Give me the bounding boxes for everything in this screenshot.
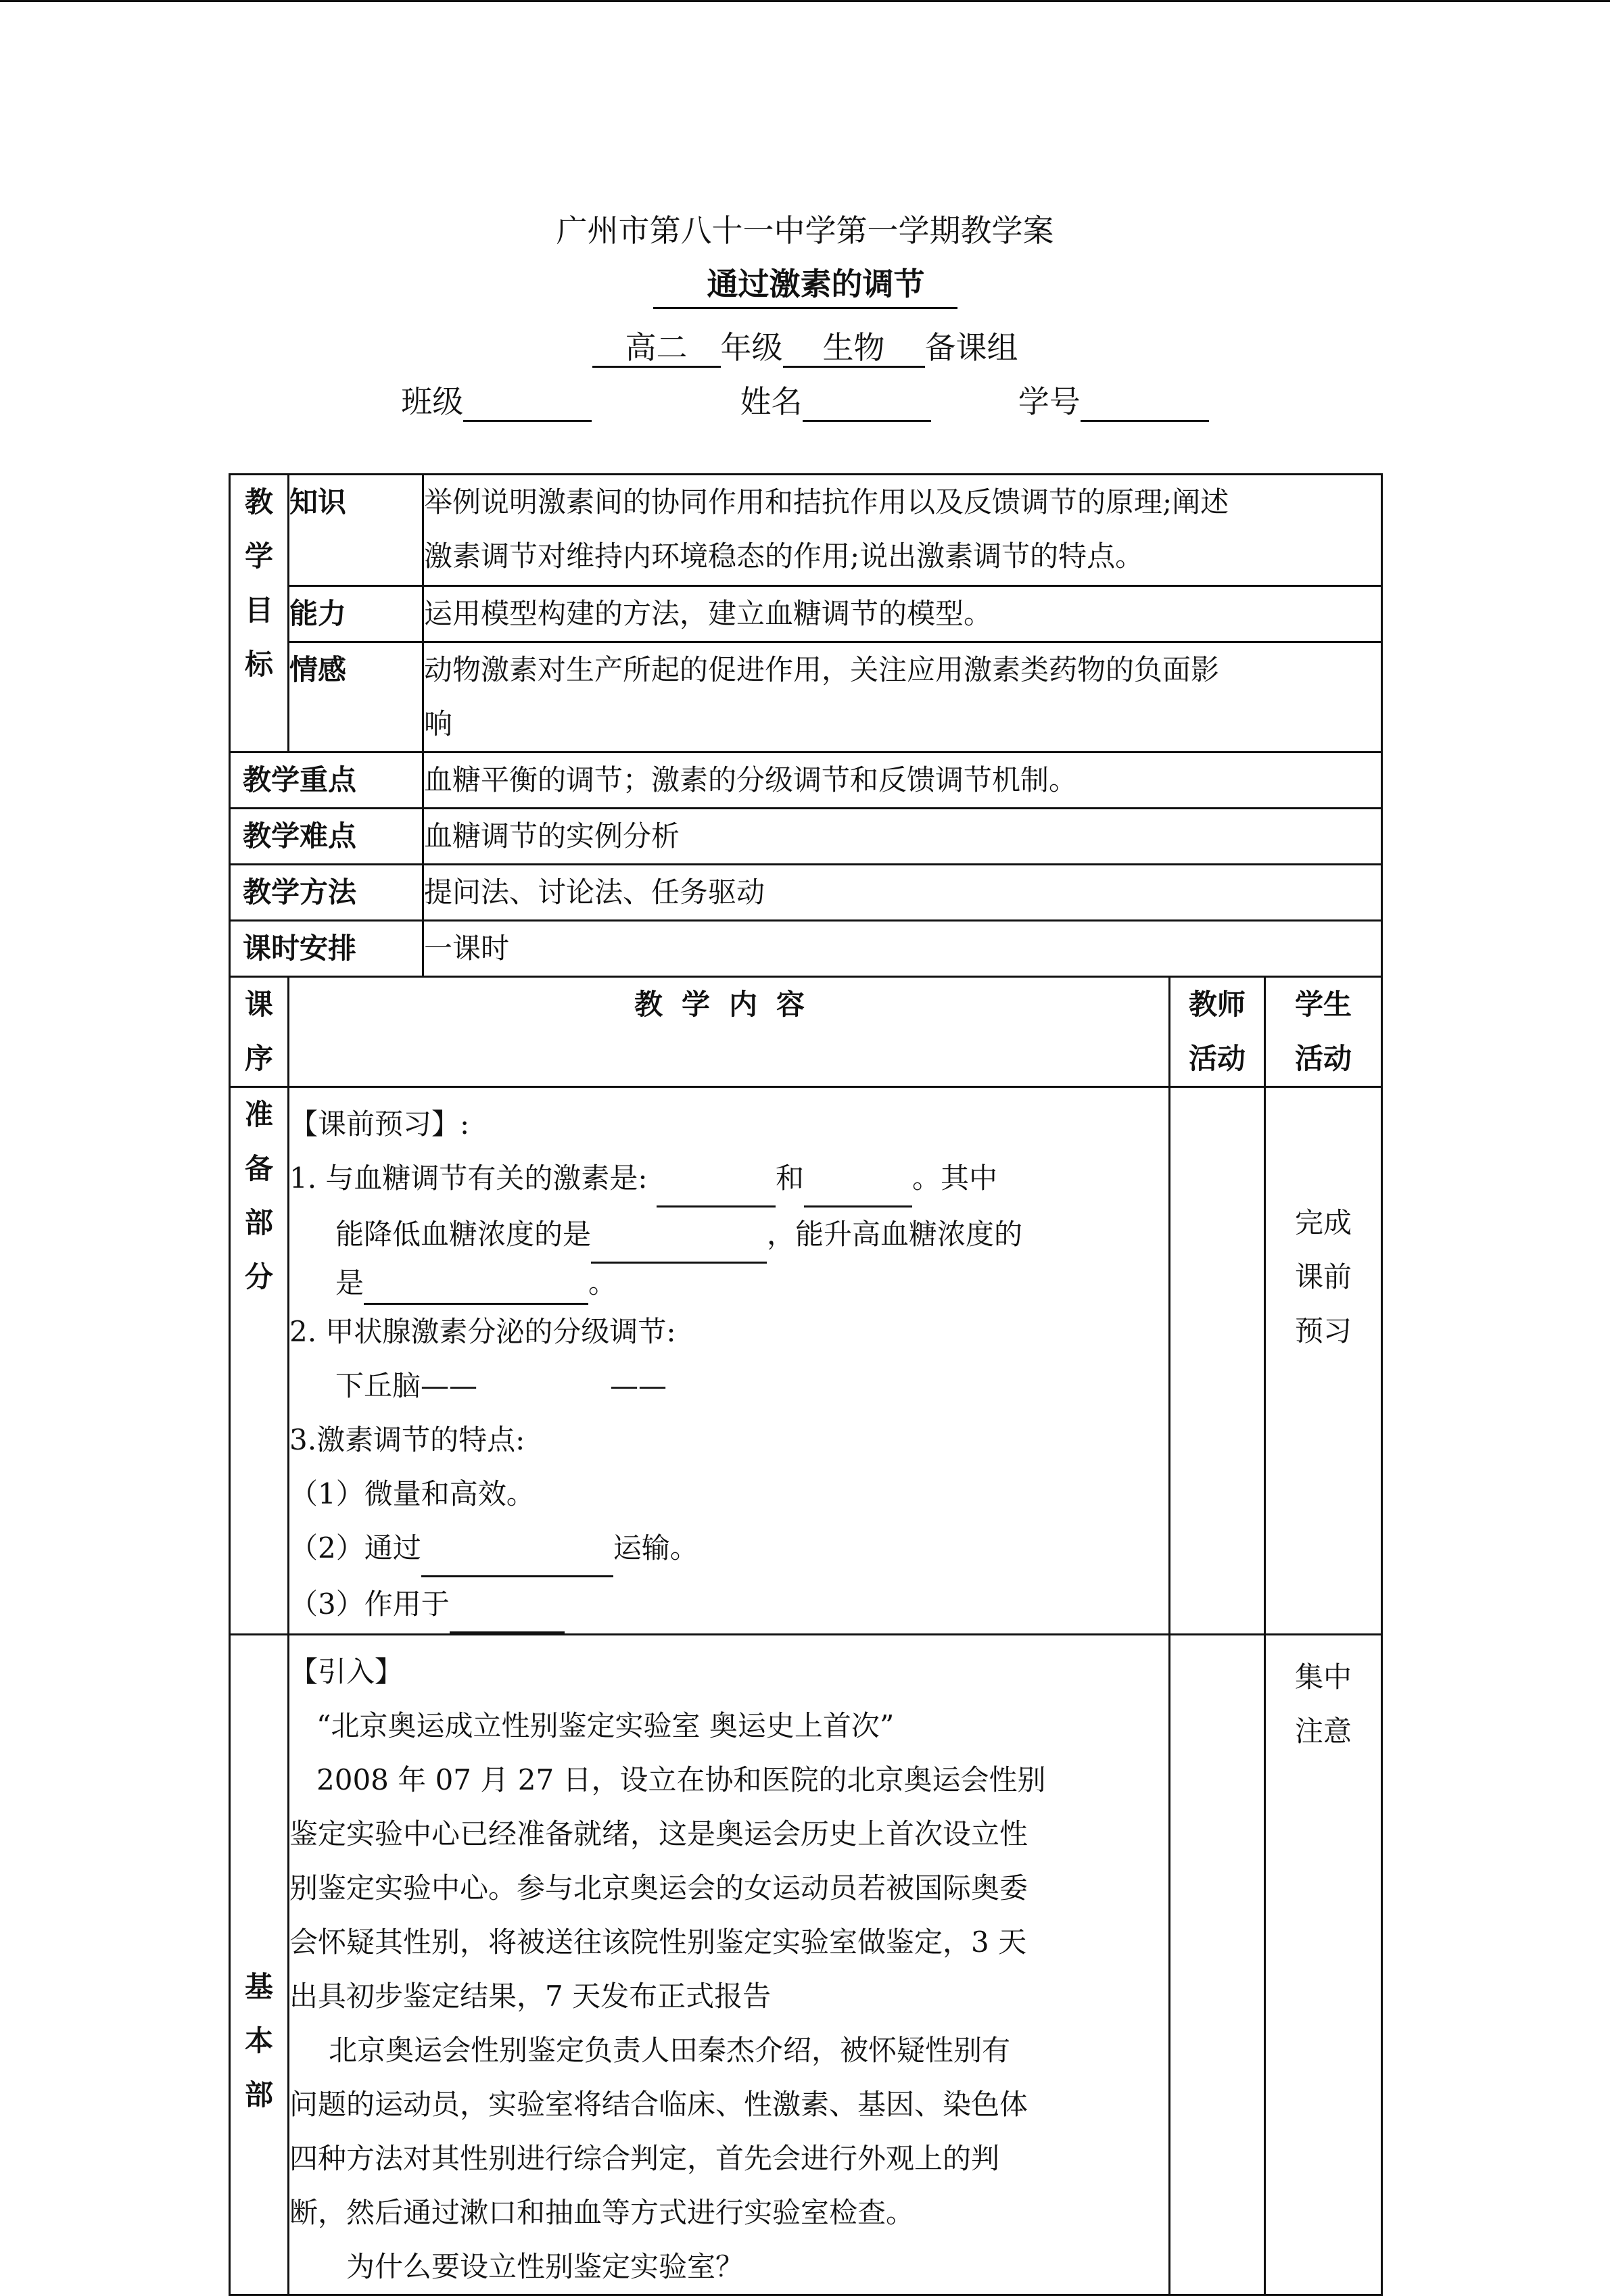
basic-section-char: 部 (244, 2078, 273, 2111)
answer-blank[interactable] (450, 1577, 565, 1633)
page-top-border (0, 0, 1610, 2)
teacher-header-line: 活动 (1188, 1042, 1246, 1075)
prep-q2-flow-text: —— (610, 1369, 667, 1402)
teacher-activity-header (1170, 977, 1265, 1087)
student-activity-header (1265, 977, 1382, 1087)
content-header: 教学内容 (289, 977, 1170, 1087)
student-header-line: 活动 (1294, 1042, 1352, 1075)
sequence-header-char: 序 (244, 1042, 273, 1075)
grade-label: 年级 (720, 329, 783, 366)
answer-blank[interactable] (421, 1521, 613, 1577)
name-blank[interactable] (803, 383, 931, 422)
id-blank[interactable] (1081, 383, 1209, 422)
knowledge-line: 激素调节对维持内环境稳态的作用;说出激素调节的特点。 (424, 540, 1144, 573)
difficulties-label: 教学难点 (230, 809, 423, 865)
prep-q3-3 (289, 1577, 1168, 1633)
basic-question: 为什么要设立性别鉴定实验室？ (346, 2250, 744, 2283)
knowledge-line: 举例说明激素间的协同作用和拮抗作用以及反馈调节的原理;阐述 (424, 485, 1229, 519)
class-label: 班级 (401, 383, 464, 420)
basic-quote: “北京奥运成立性别鉴定实验室 奥运史上首次” (316, 1709, 895, 1742)
prep-student-line: 预习 (1294, 1314, 1352, 1347)
prep-heading: 【课前预习】: (289, 1107, 470, 1141)
prep-q2-flow (289, 1359, 1168, 1413)
basic-paragraph-line: 问题的运动员，实验室将结合临床、性激素、基因、染色体 (289, 2088, 1028, 2121)
basic-content (289, 1635, 1170, 2295)
basic-paragraph-line: 会怀疑其性别，将被送往该院性别鉴定实验室做鉴定，3 天 (289, 1926, 1027, 1959)
ability-text: 运用模型构建的方法，建立血糖调节的模型。 (423, 586, 1382, 642)
prep-q3: 3.激素调节的特点: (289, 1423, 525, 1456)
objectives-label (230, 475, 289, 752)
basic-student-line: 注意 (1294, 1715, 1352, 1748)
prep-section-char: 准 (244, 1098, 273, 1131)
group-label: 备课组 (924, 329, 1018, 366)
basic-paragraph-line: 别鉴定实验中心。参与北京奥运会的女运动员若被国际奥委 (289, 1871, 1028, 1905)
basic-paragraph-line: 四种方法对其性别进行综合判定，首先会进行外观上的判 (289, 2142, 1000, 2175)
prep-q1-text: ，能升高血糖浓度的 (767, 1218, 1023, 1251)
student-info-line (0, 377, 1610, 422)
objectives-char: 学 (244, 540, 273, 573)
answer-blank[interactable] (591, 1207, 767, 1264)
emotion-label: 情感 (289, 642, 423, 752)
basic-paragraph-line: 出具初步鉴定结果，7 天发布正式报告 (289, 1980, 772, 2013)
ability-label: 能力 (289, 586, 423, 642)
prep-section-char: 分 (244, 1260, 273, 1293)
basic-student-activity (1265, 1635, 1382, 2295)
lesson-plan-table (229, 473, 1383, 2296)
methods-value: 提问法、讨论法、任务驱动 (423, 865, 1382, 921)
basic-student-line: 集中 (1294, 1660, 1352, 1694)
basic-teacher-activity (1170, 1635, 1265, 2295)
schedule-label: 课时安排 (230, 921, 423, 977)
difficulties-value: 血糖调节的实例分析 (423, 809, 1382, 865)
class-blank[interactable] (463, 383, 592, 422)
methods-label: 教学方法 (230, 865, 423, 921)
prep-section-char: 备 (244, 1152, 273, 1185)
prep-student-line: 完成 (1294, 1206, 1352, 1239)
emotion-text (423, 642, 1382, 752)
prep-teacher-activity (1170, 1087, 1265, 1635)
grade-value: 高二 (592, 330, 721, 368)
teacher-header-line: 教师 (1188, 988, 1246, 1021)
grade-subject-line (0, 323, 1610, 368)
prep-q1-line2 (289, 1207, 1168, 1264)
prep-q1-line3 (289, 1264, 1168, 1305)
objectives-char: 目 (244, 594, 273, 627)
knowledge-label: 知识 (289, 475, 423, 586)
lesson-title-text: 通过激素的调节 (653, 260, 957, 309)
basic-section-char: 基 (244, 1970, 273, 2003)
emotion-line: 动物激素对生产所起的促进作用，关注应用激素类药物的负面影 (424, 653, 1220, 686)
key-points-label: 教学重点 (230, 752, 423, 809)
key-points-value: 血糖平衡的调节；激素的分级调节和反馈调节机制。 (423, 752, 1382, 809)
sequence-header-char: 课 (244, 988, 273, 1021)
prep-q1-text: 。 (588, 1266, 617, 1299)
answer-blank[interactable] (364, 1264, 588, 1305)
sequence-header (230, 977, 289, 1087)
answer-blank[interactable] (804, 1151, 912, 1207)
emotion-line: 响 (424, 707, 453, 740)
prep-q2: 2. 甲状腺激素分泌的分级调节: (289, 1315, 676, 1348)
basic-paragraph-line: 断，然后通过漱口和抽血等方式进行实验室检查。 (289, 2196, 915, 2229)
prep-q3-text: （3）作用于 (289, 1587, 450, 1621)
prep-student-line: 课前 (1294, 1260, 1352, 1293)
prep-q1-text: 1. 与血糖调节有关的激素是: (289, 1162, 648, 1195)
prep-q3-1: （1）微量和高效。 (289, 1477, 535, 1510)
objectives-char: 标 (244, 648, 273, 681)
basic-section-char: 本 (244, 2024, 273, 2057)
prep-q3-text: 运输。 (613, 1531, 699, 1564)
prep-q1-text: 。其中 (911, 1162, 997, 1195)
prep-student-activity (1265, 1087, 1382, 1635)
basic-section-label (230, 1635, 289, 2295)
student-header-line: 学生 (1294, 988, 1352, 1021)
prep-q3-2 (289, 1521, 1168, 1577)
prep-section-char: 部 (244, 1206, 273, 1239)
prep-q3-text: （2）通过 (289, 1531, 421, 1564)
prep-q1-text: 能降低血糖浓度的是 (335, 1218, 592, 1251)
lesson-title (0, 260, 1610, 309)
objectives-char: 教 (244, 485, 273, 519)
basic-heading: 【引入】 (289, 1655, 404, 1688)
answer-blank[interactable] (657, 1151, 776, 1207)
basic-paragraph-line: 鉴定实验中心已经准备就绪，这是奥运会历史上首次设立性 (289, 1817, 1028, 1850)
schedule-value: 一课时 (423, 921, 1382, 977)
prep-q1 (289, 1151, 1168, 1207)
id-label: 学号 (1018, 383, 1081, 420)
prep-q1-text: 是 (335, 1266, 364, 1299)
prep-content (289, 1087, 1170, 1635)
school-heading: 广州市第八十一中学第一学期教学案 (556, 212, 1054, 249)
subject-value: 生物 (783, 330, 925, 368)
basic-paragraph-line: 北京奥运会性别鉴定负责人田秦杰介绍，被怀疑性别有 (329, 2034, 1011, 2067)
basic-paragraph-line: 2008 年 07 月 27 日，设立在协和医院的北京奥运会性别 (316, 1763, 1046, 1796)
knowledge-text (423, 475, 1382, 586)
prep-q2-flow-text: 下丘脑—— (335, 1369, 478, 1402)
prep-q1-text: 和 (775, 1162, 804, 1195)
name-label: 姓名 (740, 383, 803, 420)
prep-section-label (230, 1087, 289, 1635)
